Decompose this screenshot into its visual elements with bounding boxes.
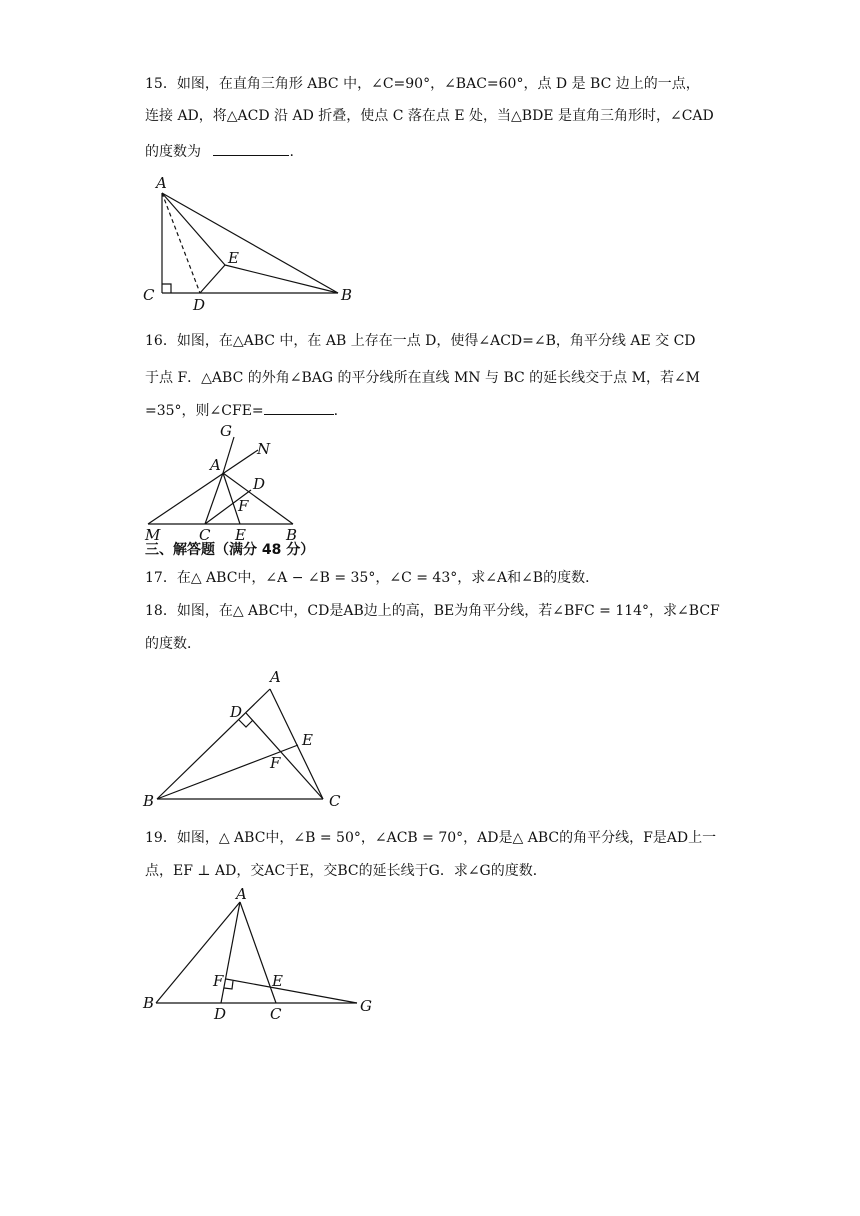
q16-text-line-2: 于点 F．△ABC 的外角∠BAG 的平分线所在直线 MN 与 BC 的延长线交于点 M，若∠M bbox=[145, 370, 701, 386]
q19-text-line-2: 点，EF ⊥ AD，交AC于E，交BC的延长线于G．求∠G的度数． bbox=[145, 863, 547, 879]
q15-period: . bbox=[289, 144, 294, 160]
q16-label-c: C bbox=[199, 526, 211, 544]
q16-label-d: D bbox=[253, 475, 266, 493]
q16-label-m: M bbox=[145, 526, 161, 544]
q19-label-b: B bbox=[143, 994, 155, 1012]
q16-period: . bbox=[333, 403, 339, 419]
q19-segment-fg bbox=[226, 979, 357, 1003]
q16-prompt: =35°，则∠CFE= bbox=[145, 403, 264, 419]
q18-label-d: D bbox=[230, 703, 243, 721]
q15-text-line-2: 连接 AD，将△ACD 沿 AD 折叠，使点 C 落在点 E 处，当△BDE 是直角三角形时，∠CAD bbox=[145, 108, 714, 124]
q19-label-f: F bbox=[213, 972, 224, 990]
q19-label-e: E bbox=[272, 972, 283, 990]
q16-label-g: G bbox=[220, 422, 232, 440]
section-title: 三、解答题（满分 48 分） bbox=[145, 542, 315, 558]
q15-prompt: 的度数为 bbox=[145, 144, 201, 160]
q16-label-f: F bbox=[238, 497, 249, 515]
q18-label-f: F bbox=[270, 754, 281, 772]
q19-label-g: G bbox=[360, 997, 372, 1015]
q18-label-e: E bbox=[302, 731, 313, 749]
q15-label-a: A bbox=[156, 174, 167, 192]
q19-bisector-ad bbox=[221, 902, 240, 1003]
q16-label-b: B bbox=[286, 526, 298, 544]
q15-label-d: D bbox=[193, 296, 206, 314]
q15-text-line-1: 15．如图，在直角三角形 ABC 中，∠C=90°，∠BAC=60°，点 D 是 BC 边上的一点， bbox=[145, 76, 700, 92]
q18-text-line-2: 的度数． bbox=[145, 636, 201, 652]
q19-edge-ac bbox=[240, 902, 276, 1003]
q19-label-d: D bbox=[214, 1005, 227, 1023]
q19-label-c: C bbox=[270, 1005, 282, 1023]
q16-label-n: N bbox=[257, 440, 271, 458]
q17-text-line-1: 17．在△ ABC中，∠A − ∠B = 35°，∠C = 43°，求∠A和∠B的度数． bbox=[145, 570, 600, 586]
q18-text-line-1: 18．如图，在△ ABC中，CD是AB边上的高，BE为角平分线，若∠BFC = 114°，求∠BCF bbox=[145, 603, 720, 619]
q19-label-a: A bbox=[236, 885, 247, 903]
q18-label-b: B bbox=[143, 792, 155, 810]
q15-label-b: B bbox=[341, 286, 353, 304]
q15-label-e: E bbox=[228, 249, 239, 267]
q16-label-e: E bbox=[235, 526, 246, 544]
q18-label-c: C bbox=[329, 792, 341, 810]
q15-label-c: C bbox=[143, 286, 155, 304]
q16-label-a: A bbox=[210, 456, 221, 474]
q18-label-a: A bbox=[270, 668, 281, 686]
q19-text-line-1: 19．如图，△ ABC中，∠B = 50°，∠ACB = 70°，AD是△ ABC的角平分线，F是AD上一 bbox=[145, 830, 717, 846]
q16-text-line-1: 16．如图，在△ABC 中，在 AB 上存在一点 D，使得∠ACD=∠B，角平分线 AE 交 CD bbox=[145, 333, 696, 349]
